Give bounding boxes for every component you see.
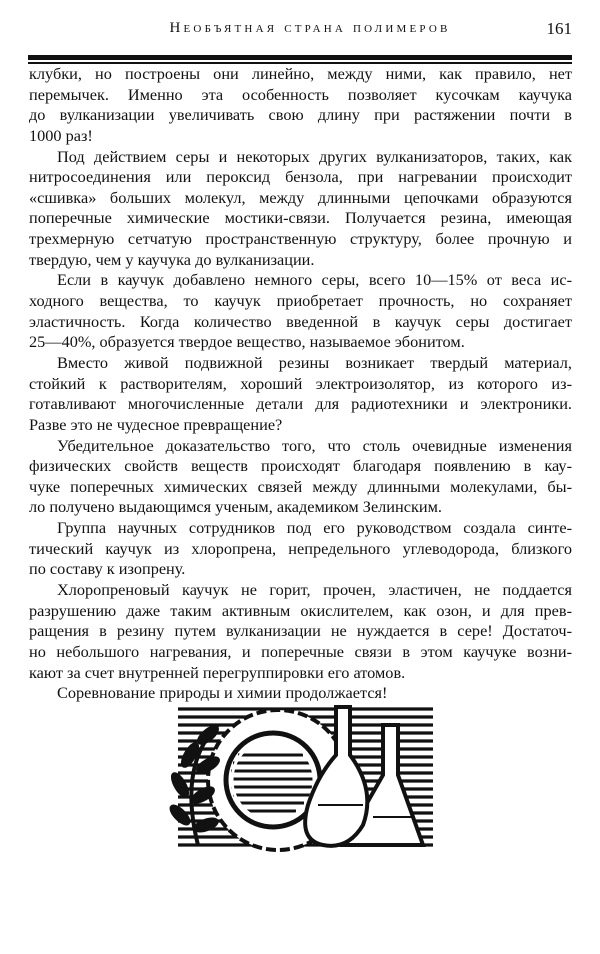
text-line: Хлоропреновый каучук не горит, прочен, эластичен, не поддается <box>57 580 572 600</box>
text-line: нитросоединения или пероксид бензола, при нагревании происходит <box>29 167 572 187</box>
woodcut-illustration-tire-laurel-flasks <box>158 695 450 860</box>
running-title: Необъятная страна полимеров <box>169 20 451 36</box>
text-line: готавливают многочисленные детали для радиотехники и электроники. <box>29 394 572 414</box>
text-line: разрушению даже таким активным окислителем, как озон, и для прев- <box>29 600 572 620</box>
text-line: Группа научных сотрудников под его руководством создала синте- <box>57 518 572 538</box>
text-line: твердую, чем у каучука до вулканизации. <box>29 249 315 269</box>
text-line: до вулканизации увеличивать свою длину при растяжении почти в <box>29 105 572 125</box>
body-text <box>29 64 572 704</box>
text-line: эластичность. Когда количество введенной в каучук серы достигает <box>29 311 572 331</box>
text-line: по составу к изопрену. <box>29 559 186 579</box>
text-line: ло получено выдающимся ученым, академиком Зелинским. <box>29 497 442 517</box>
header-rule-thick <box>28 55 572 60</box>
text-line: трехмерную сетчатую пространственную структуру, более прочную и <box>29 229 572 249</box>
text-line: но небольшого нагревания, и поперечные связи в этом каучуке возни- <box>29 641 572 661</box>
text-line: Разве это не чудесное превращение? <box>29 414 283 434</box>
text-line: ходного вещества, то каучук приобретает прочность, но сохраняет <box>29 291 572 311</box>
text-line: клубки, но построены они линейно, между ними, как правило, нет <box>29 64 572 83</box>
text-line: тический каучук из хлоропрена, непредельного углеводорода, близкого <box>29 538 572 558</box>
text-line: кают за счет внутренней перегруппировки его атомов. <box>29 662 406 682</box>
text-line: Вместо живой подвижной резины возникает твердый материал, <box>57 352 572 372</box>
text-line: ращения в резину путем вулканизации не нуждается в сере! Достаточ- <box>29 621 572 641</box>
text-line: 1000 раз! <box>29 125 93 145</box>
text-line: перемычек. Именно эта особенность позволяет кусочкам каучука <box>29 84 572 104</box>
text-line: чуке поперечных химических связей между длинными молекулами, бы- <box>29 476 572 496</box>
text-line: Под действием серы и некоторых других вулканизаторов, таких, как <box>57 146 572 166</box>
text-line: поперечные химические мостики-связи. Получается резина, имеющая <box>29 208 572 228</box>
text-line: физических свойств веществ происходят благодаря появлению в кау- <box>29 456 572 476</box>
text-line: 25—40%, образуется твердое вещество, называемое эбонитом. <box>29 332 465 352</box>
text-line: «сшивка» больших молекул, между длинными цепочками образуются <box>29 187 572 207</box>
page-number: 161 <box>546 19 572 38</box>
text-line: Если в каучук добавлено немного серы, всего 10—15% от веса ис- <box>57 270 572 290</box>
text-line: Соревнование природы и химии продолжается! <box>57 683 388 703</box>
text-line: стойкий к растворителям, хороший электроизолятор, из которого из- <box>29 373 572 393</box>
text-line: Убедительное доказательство того, что столь очевидные изменения <box>57 435 572 455</box>
